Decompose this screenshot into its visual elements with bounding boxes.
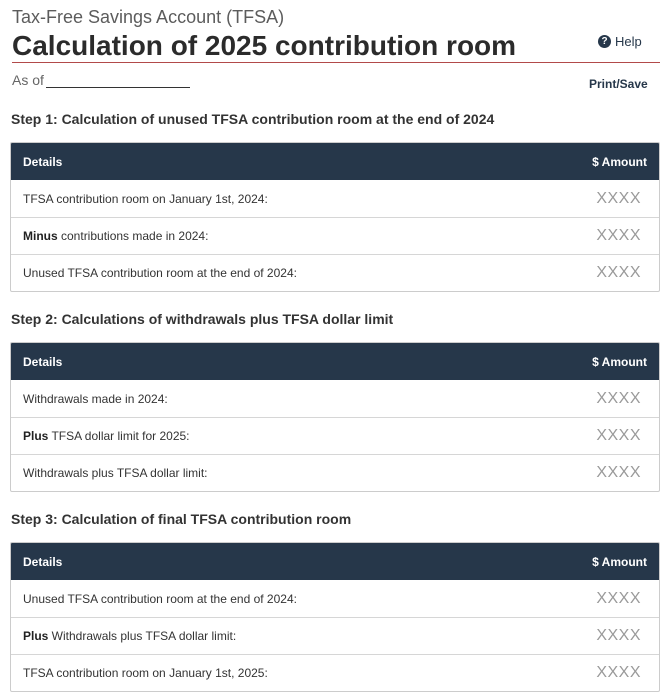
help-link[interactable] xyxy=(598,34,642,49)
table-row xyxy=(11,454,659,491)
table-row xyxy=(11,580,659,617)
table-row xyxy=(11,380,659,417)
row-amount: XXXX xyxy=(596,189,641,207)
print-save-link[interactable]: Print/Save xyxy=(589,77,648,91)
as-of-field xyxy=(12,72,190,88)
table-row xyxy=(11,254,659,291)
step-3-table xyxy=(10,542,660,692)
row-label: Unused TFSA contribution room at the end of 2024: xyxy=(23,266,297,280)
row-label: Withdrawals plus TFSA dollar limit: xyxy=(23,466,208,480)
page-subtitle: Tax-Free Savings Account (TFSA) xyxy=(12,7,285,27)
row-label: Plus Withdrawals plus TFSA dollar limit: xyxy=(23,629,237,643)
row-amount: XXXX xyxy=(596,627,641,644)
page-header xyxy=(12,6,660,63)
title-divider xyxy=(12,62,660,63)
amount-column-header: $ Amount xyxy=(592,354,647,369)
row-label: TFSA contribution room on January 1st, 2025: xyxy=(23,666,268,680)
table-header xyxy=(11,143,659,180)
as-of-date-line xyxy=(46,76,190,88)
step-1-table xyxy=(10,142,660,292)
row-label: Minus contributions made in 2024: xyxy=(23,229,209,243)
step-2-heading: Step 2: Calculations of withdrawals plus TFSA dollar limit xyxy=(11,311,394,327)
step-1-heading: Step 1: Calculation of unused TFSA contribution room at the end of 2024 xyxy=(11,111,495,127)
table-header xyxy=(11,343,659,380)
row-label: Unused TFSA contribution room at the end of 2024: xyxy=(23,591,297,606)
row-amount: XXXX xyxy=(596,264,641,281)
details-column-header: Details xyxy=(23,554,63,569)
row-amount: XXXX xyxy=(596,427,641,444)
row-amount: XXXX xyxy=(596,464,641,481)
details-column-header: Details xyxy=(23,354,63,369)
row-amount: XXXX xyxy=(596,664,641,681)
row-amount: XXXX xyxy=(596,589,641,607)
row-label: TFSA contribution room on January 1st, 2024: xyxy=(23,191,268,206)
table-row xyxy=(11,180,659,217)
table-row xyxy=(11,654,659,691)
help-icon: ? xyxy=(598,35,611,48)
help-label: Help xyxy=(615,34,642,49)
table-row xyxy=(11,617,659,654)
as-of-label: As of xyxy=(12,72,44,88)
step-2-table xyxy=(10,342,660,492)
details-column-header: Details xyxy=(23,154,63,169)
row-amount: XXXX xyxy=(596,389,641,407)
row-amount: XXXX xyxy=(596,227,641,244)
row-label: Plus TFSA dollar limit for 2025: xyxy=(23,429,190,443)
amount-column-header: $ Amount xyxy=(592,554,647,569)
table-row xyxy=(11,217,659,254)
row-label: Withdrawals made in 2024: xyxy=(23,391,168,406)
amount-column-header: $ Amount xyxy=(592,154,647,169)
step-3-heading: Step 3: Calculation of final TFSA contribution room xyxy=(11,511,352,527)
table-header xyxy=(11,543,659,580)
table-row xyxy=(11,417,659,454)
page-title: Calculation of 2025 contribution room xyxy=(12,30,517,61)
